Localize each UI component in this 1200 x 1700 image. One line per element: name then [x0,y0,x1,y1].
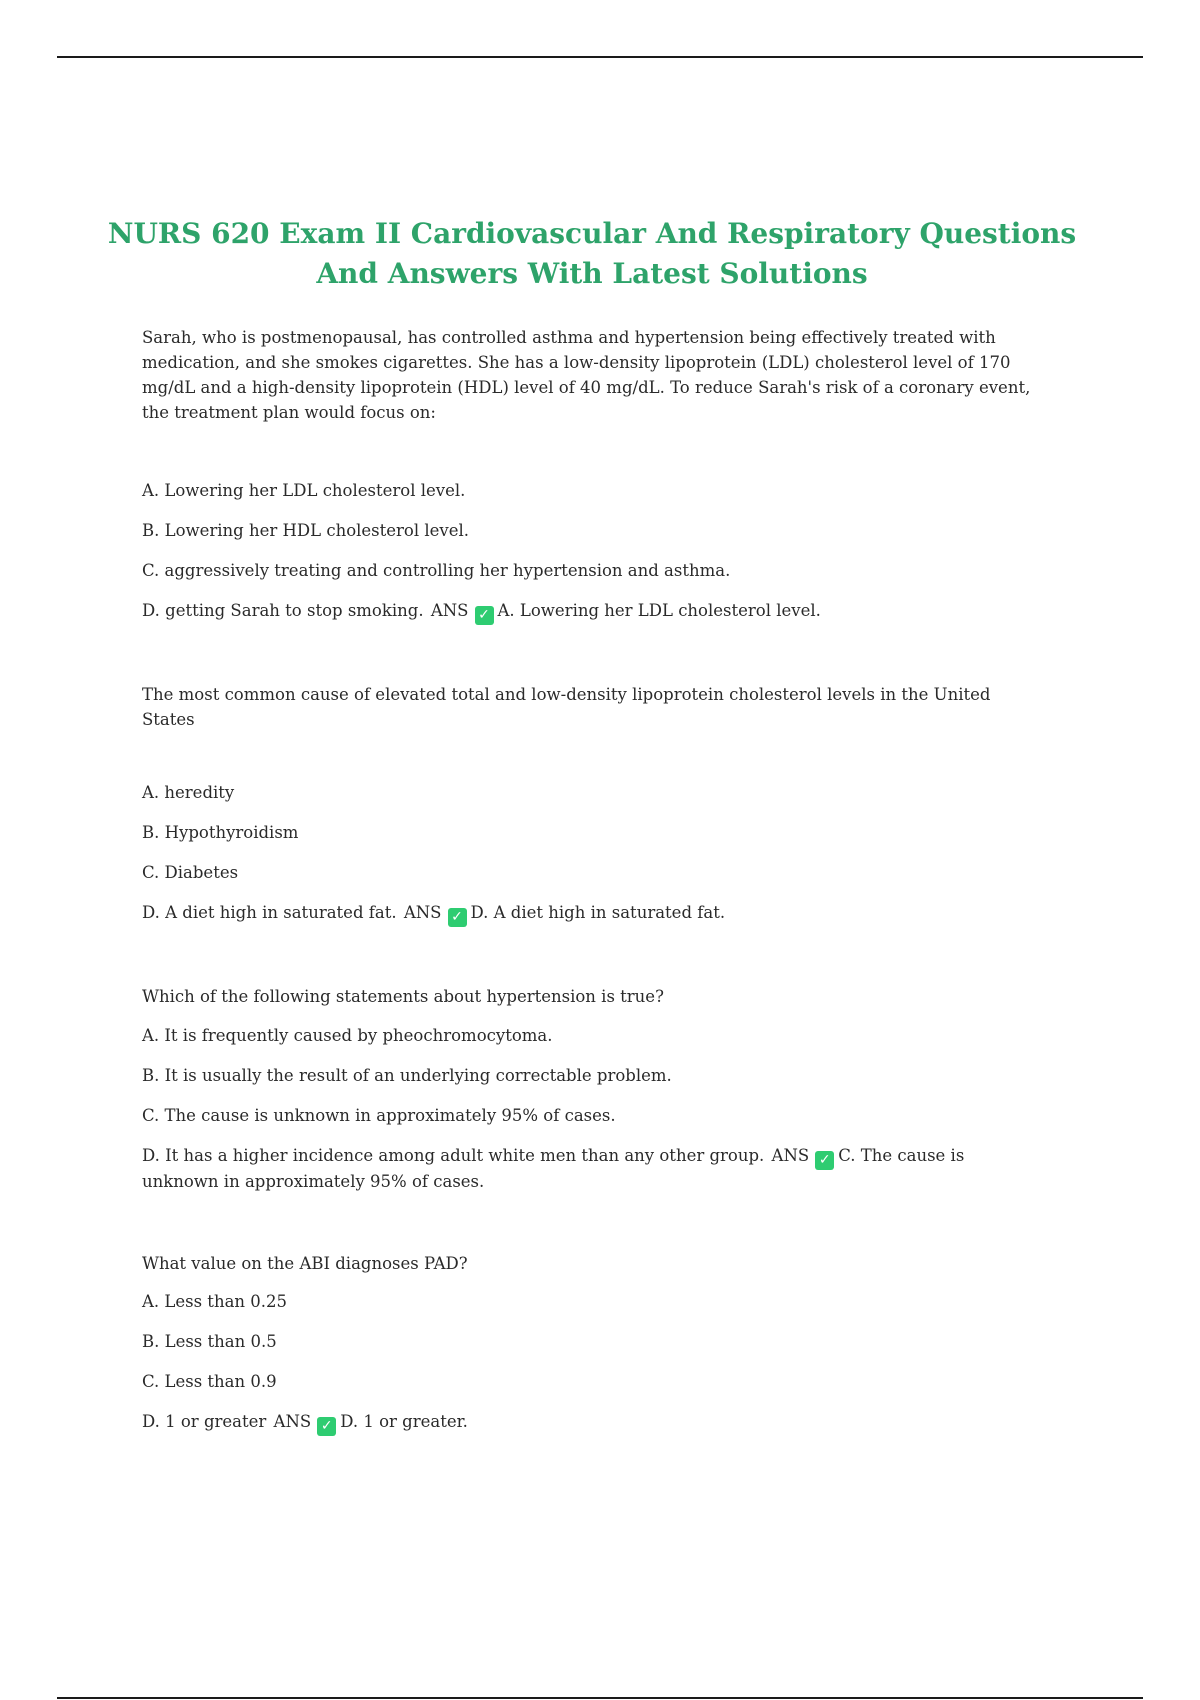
option-d: D. It has a higher incidence among adult white men than any other group. [142,1146,765,1165]
option-c: C. The cause is unknown in approximately 95% of cases. [142,1106,616,1125]
option-b: B. It is usually the result of an underlying correctable problem. [142,1066,672,1085]
question-stem: Which of the following statements about hypertension is true? [142,987,664,1006]
question-3 [142,984,1042,1194]
question-2 [142,682,1042,927]
answer-label: ANS [771,1146,810,1165]
question-1 [142,325,1042,625]
option-d-with-answer [142,1410,1042,1436]
question-4 [142,1251,1042,1436]
option-c: C. aggressively treating and controlling her hypertension and asthma. [142,561,731,580]
check-icon: ✓ [448,908,467,927]
check-icon: ✓ [317,1417,336,1436]
question-stem: The most common cause of elevated total and low-density lipoprotein cholesterol levels in the United States [142,685,991,729]
option-d-with-answer [142,599,1042,625]
check-icon: ✓ [815,1151,834,1170]
option-a: A. It is frequently caused by pheochromocytoma. [142,1026,553,1045]
document-title: NURS 620 Exam II Cardiovascular And Respiratory Questions And Answers With Latest Solutions [107,217,1077,290]
question-stem: Sarah, who is postmenopausal, has controlled asthma and hypertension being effectively treated with medication, and she smokes cigarettes. She has a low-density lipoprotein (LDL) cholesterol level of 170 mg/dL and a high-density lipoprotein (HDL) level of 40 mg/dL. To reduce Sarah's risk of a coronary event, the treatment plan would focus on: [142,328,1031,422]
answer-text: A. Lowering her LDL cholesterol level. [497,601,821,620]
option-d: D. getting Sarah to stop smoking. [142,601,424,620]
option-a: A. Less than 0.25 [142,1292,288,1311]
answer-text: D. A diet high in saturated fat. [470,903,726,922]
option-b: B. Less than 0.5 [142,1332,277,1351]
document-body [107,214,1077,1436]
option-a: A. Lowering her LDL cholesterol level. [142,481,466,500]
option-a: A. heredity [142,783,235,802]
option-d: D. 1 or greater [142,1412,267,1431]
answer-label: ANS [273,1412,312,1431]
option-b: B. Lowering her HDL cholesterol level. [142,521,470,540]
option-b: B. Hypothyroidism [142,823,299,842]
option-d: D. A diet high in saturated fat. [142,903,397,922]
option-c: C. Less than 0.9 [142,1372,277,1391]
top-rule [57,56,1143,58]
answer-label: ANS [403,903,442,922]
option-d-with-answer [142,1144,1042,1194]
question-stem: What value on the ABI diagnoses PAD? [142,1254,468,1273]
answer-label: ANS [430,601,469,620]
option-d-with-answer [142,901,1042,927]
bottom-rule [57,1697,1143,1699]
option-c: C. Diabetes [142,863,239,882]
answer-text: C. The cause is unknown in approximately 95% of cases. [142,1146,965,1191]
check-icon: ✓ [475,606,494,625]
answer-text: D. 1 or greater. [340,1412,468,1431]
